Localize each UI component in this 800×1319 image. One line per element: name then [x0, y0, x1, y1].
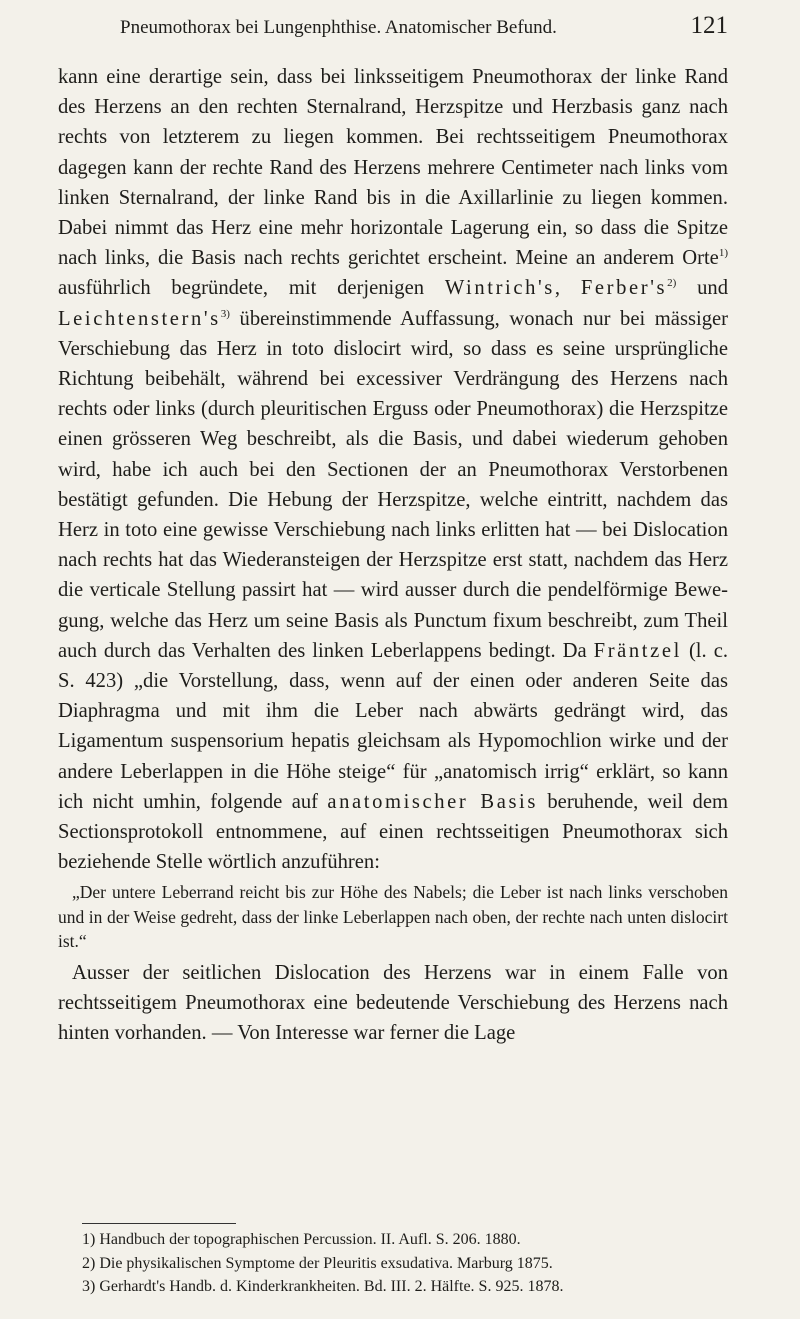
- running-head: [120, 12, 728, 44]
- footnote-mark: 3): [220, 307, 230, 320]
- text-run: übereinstimmende Auffassung, wonach nur bei mässiger Verschiebung das Herz in toto dislocirt wird, so dass es seine ursprüngliche Richtung beibehält, während bei excessiver Verdrängung des Herzens nach rechts oder links (durch pleuritischen Erguss oder Pneumothorax) die Herzspitze einen grösseren Weg beschreibt, als die Basis, und dabei wiederum gehoben wird, habe ich auch bei den Sectionen der an Pneumothorax Verstorbenen bestätigt gefunden. Die Hebung der Herzspitze, welche eintritt, nachdem das Herz in toto eine gewisse Verschiebung nach links erlitten hat — bei Dislocation nach rechts hat das Wiederansteigen der Herzspitze erst statt, nachdem das Herz die verticale Stellung passirt hat — wird ausser durch die pendelförmige Bewegung, welche das Herz um seine Basis als Punctum fixum beschreibt, zum Theil auch durch das Verhalten des linken Leberlappens bedingt. Da: [58, 307, 728, 662]
- author-name: Leichtenstern's: [58, 307, 221, 330]
- footnotes: [82, 1228, 728, 1299]
- author-name: Wintrich's: [444, 277, 555, 300]
- paragraph-second: Ausser der seitlichen Dislocation des Herzens war in einem Falle von rechtsseitigem Pneumothorax eine bedeutende Verschiebung des Herzens nach hinten vorhanden. — Von Interesse war ferner die Lage: [58, 961, 728, 1045]
- author-name: Fräntzel: [593, 639, 682, 662]
- footnote: 1) Handbuch der topographischen Percussion. II. Aufl. S. 206. 1880.: [82, 1231, 521, 1248]
- footnote-mark: 2): [667, 277, 677, 290]
- text-run: und: [676, 277, 728, 300]
- text-run: ,: [554, 277, 581, 300]
- footnote-rule: [82, 1223, 236, 1224]
- author-name: Ferber's: [580, 277, 668, 300]
- body-text: [58, 62, 728, 1049]
- running-title: Pneumothorax bei Lungenphthise. Anatomischer Befund.: [120, 17, 557, 38]
- footnote-mark: 1): [718, 247, 728, 260]
- text-run: kann eine derartige sein, dass bei linksseitigem Pneumothorax der linke Rand des Herzens an den rechten Sternalrand, Herzspitze und Herzbasis ganz nach rechts von letzterem zu liegen kommen. Bei rechtsseitigem Pneumothorax dagegen kann der rechte Rand des Herzens mehrere Centimeter nach links vom linken Sternalrand, der linke Rand bis in die Axillarlinie zu liegen kommen. Dabei nimmt das Herz eine mehr horizontale Lagerung ein, so dass die Spitze nach links, die Basis nach rechts gerichtet erscheint. Meine an anderem Orte: [58, 66, 728, 270]
- block-quote: „Der untere Leberrand reicht bis zur Höhe des Nabels; die Leber ist nach links verschoben und in der Weise gedreht, dass der linke Leberlappen nach oben, der rechte nach unten dislocirt ist.“: [58, 882, 728, 952]
- text-run: ausführlich begründete, mit derjenigen: [58, 277, 445, 300]
- paragraph-main: [58, 62, 728, 877]
- text-run: beruhende, weil dem Sectionsprotokoll entnommene, auf einen rechtsseitigen Pneumothorax sich beziehende Stelle wörtlich anzuführen:: [58, 790, 728, 874]
- page-number: 121: [690, 12, 728, 39]
- footnote: 2) Die physikalischen Symptome der Pleuritis exsudativa. Marburg 1875.: [82, 1254, 553, 1272]
- footnote: 3) Gerhardt's Handb. d. Kinderkrankheiten. Bd. III. 2. Hälfte. S. 925. 1878.: [82, 1278, 564, 1296]
- text-run: (l. c. S. 423) „die Vorstellung, dass, wenn auf der einen oder anderen Seite das Diaphragma und mit ihm die Leber nach abwärts gedrängt wird, das Ligamentum suspensorium hepatis gleichsam als Hypomochlion wirke und der andere Leberlappen in die Höhe steige“ für „anatomisch irrig“ erklärt, so kann ich nicht umhin, folgende auf: [58, 639, 728, 813]
- emphasis: anatomischer Basis: [327, 790, 538, 813]
